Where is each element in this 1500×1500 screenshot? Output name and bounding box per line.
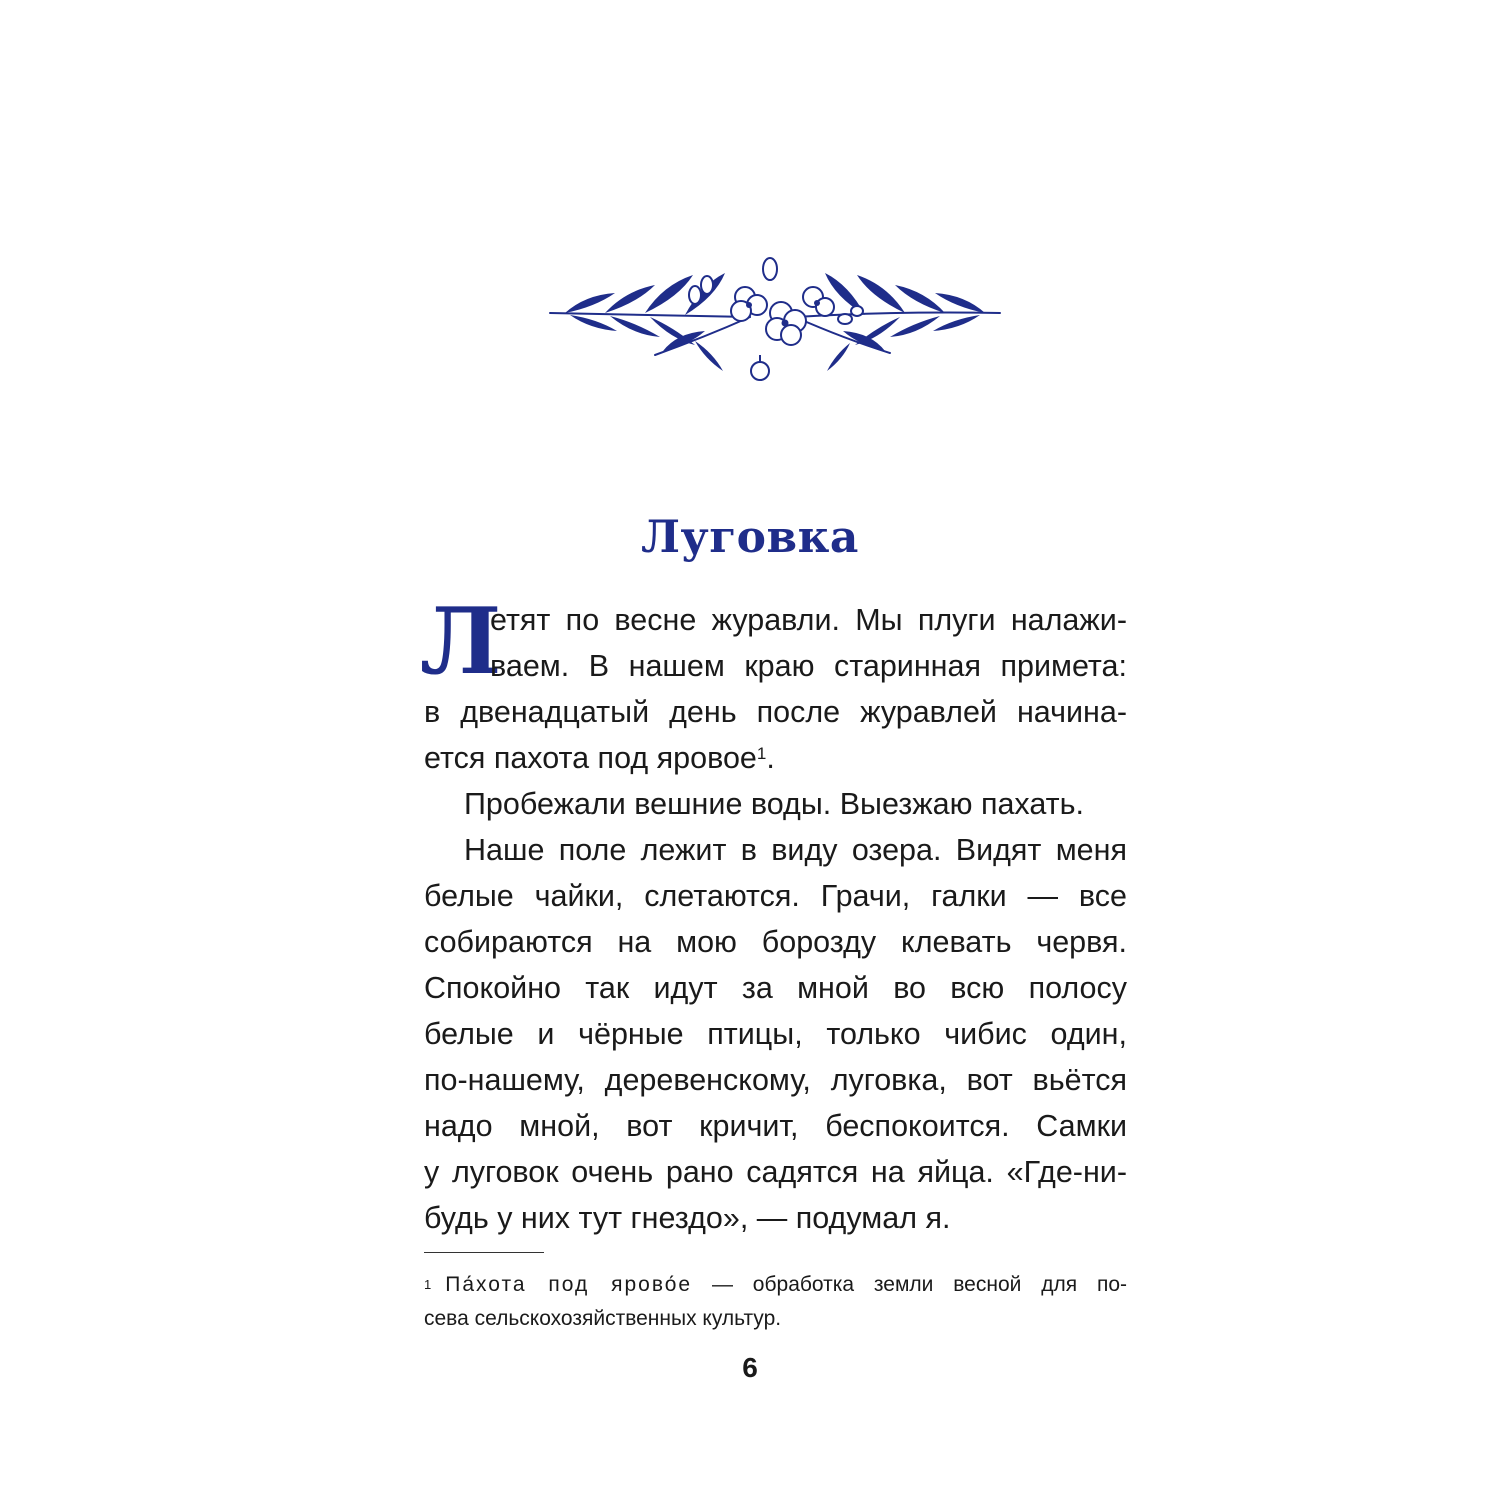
- text-line: будь у них тут гнездо», — подумал я.: [424, 1201, 951, 1235]
- text-line: Спокойно так идут за мной во всю полосу: [424, 971, 1127, 1005]
- footnote: [424, 1268, 1127, 1336]
- footnote-reference[interactable]: 1: [756, 744, 767, 763]
- page-number: 6: [742, 1352, 758, 1383]
- footnote-term: Па́хота под ярово́е: [445, 1273, 693, 1296]
- text-line: Наше поле лежит в виду озера. Видят меня: [464, 833, 1127, 867]
- text-line: белые чайки, слетаются. Грачи, галки — все: [424, 879, 1127, 913]
- text-line-content: етят по весне журавли. Мы плуги налажи-: [490, 603, 1127, 637]
- text-line: в двенадцатый день после журавлей начина-: [424, 695, 1127, 729]
- story-body: [420, 587, 1127, 1241]
- text-line: Пробежали вешние воды. Выезжаю пахать.: [464, 787, 1084, 821]
- text-line: [424, 735, 1127, 781]
- footnote-definition: — обработка земли весной для по-: [692, 1273, 1127, 1296]
- sentence-end: .: [766, 741, 775, 775]
- text-line: ваем. В нашем краю старинная примета:: [490, 649, 1127, 683]
- footnote-line: сева сельскохозяйственных культур.: [424, 1307, 782, 1330]
- text-line-content: ется пахота под яровое: [424, 741, 757, 775]
- floral-ornament-icon: [545, 255, 1005, 385]
- footnote-line: [424, 1268, 1127, 1302]
- text-line: у луговок очень рано садятся на яйца. «Где-ни-: [424, 1155, 1127, 1189]
- text-line: белые и чёрные птицы, только чибис один,: [424, 1017, 1127, 1051]
- footnote-divider: [424, 1252, 544, 1253]
- footnote-mark: 1: [424, 1277, 432, 1292]
- drop-cap: Л: [420, 587, 502, 695]
- text-line: собираются на мою борозду клевать червя.: [424, 925, 1127, 959]
- text-line: надо мной, вот кричит, беспокоится. Самки: [424, 1109, 1127, 1143]
- text-line: по-нашему, деревенскому, луговка, вот вьётся: [424, 1063, 1127, 1097]
- story-title: Луговка: [641, 512, 859, 563]
